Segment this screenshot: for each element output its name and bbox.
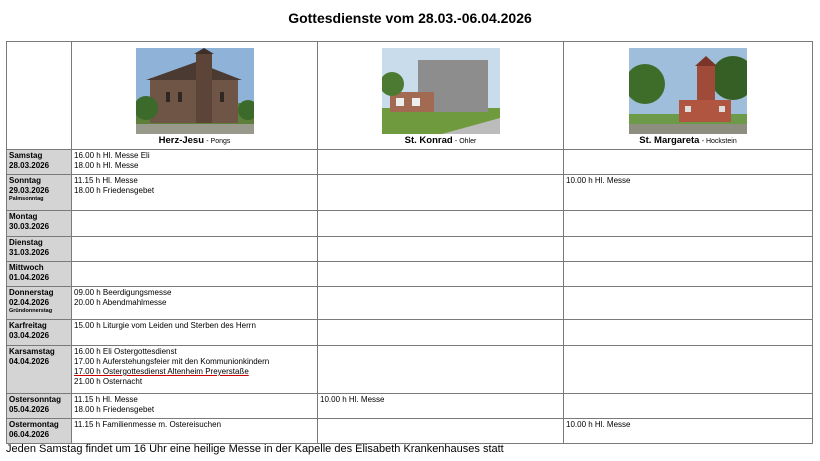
day-name: Ostermontag bbox=[9, 420, 59, 429]
st-konrad-church-photo bbox=[382, 48, 500, 134]
service-entry: 17.00 h Ostergottesdienst Altenheim Preyerstaße bbox=[74, 367, 249, 376]
day-date: 29.03.2026 bbox=[9, 186, 50, 195]
schedule-row bbox=[7, 175, 813, 211]
day-cell bbox=[7, 262, 72, 287]
service-entry: 09.00 h Beerdigungsmesse bbox=[74, 288, 172, 297]
day-cell bbox=[7, 175, 72, 211]
day-name: Karsamstag bbox=[9, 347, 55, 356]
service-entry: 16.00 h Eli Ostergottesdienst bbox=[74, 347, 177, 356]
service-entry: 18.00 h Friedensgebet bbox=[74, 186, 155, 195]
page-title: Gottesdienste vom 28.03.-06.04.2026 bbox=[288, 10, 532, 26]
schedule-row bbox=[7, 394, 813, 419]
church-name: Herz-Jesu bbox=[158, 135, 205, 146]
day-date: 04.04.2026 bbox=[9, 357, 50, 366]
service-cell bbox=[72, 320, 318, 346]
service-cell bbox=[318, 419, 564, 444]
service-cell bbox=[564, 419, 813, 444]
service-cell bbox=[564, 175, 813, 211]
day-date: 31.03.2026 bbox=[9, 248, 50, 257]
service-entry: 20.00 h Abendmahlmesse bbox=[74, 298, 167, 307]
service-entry: 10.00 h Hl. Messe bbox=[566, 176, 631, 185]
day-date: 01.04.2026 bbox=[9, 273, 50, 282]
schedule-row bbox=[7, 320, 813, 346]
service-cell bbox=[72, 346, 318, 394]
service-cell bbox=[72, 262, 318, 287]
day-name: Ostersonntag bbox=[9, 395, 62, 404]
day-name: Samstag bbox=[9, 151, 43, 160]
service-cell bbox=[564, 237, 813, 262]
service-cell bbox=[318, 175, 564, 211]
service-cell bbox=[318, 394, 564, 419]
service-cell bbox=[318, 346, 564, 394]
service-entry: 18.00 h Hl. Messe bbox=[74, 161, 139, 170]
day-feast: Gründonnerstag bbox=[9, 308, 53, 314]
day-date: 28.03.2026 bbox=[9, 161, 50, 170]
schedule-row bbox=[7, 287, 813, 320]
service-entry: 11.15 h Hl. Messe bbox=[74, 176, 138, 185]
service-cell bbox=[72, 419, 318, 444]
service-entry: 11.15 h Familienmesse m. Ostereisuchen bbox=[74, 420, 222, 429]
day-date: 05.04.2026 bbox=[9, 405, 50, 414]
service-cell bbox=[318, 287, 564, 320]
service-cell bbox=[564, 211, 813, 237]
service-cell bbox=[318, 320, 564, 346]
church-header-st-margareta bbox=[564, 42, 813, 150]
service-cell bbox=[564, 394, 813, 419]
church-name: St. Konrad bbox=[404, 135, 453, 146]
header-empty-cell bbox=[7, 42, 72, 150]
day-name: Sonntag bbox=[9, 176, 41, 185]
church-header-herz-jesu bbox=[72, 42, 318, 150]
service-cell bbox=[564, 320, 813, 346]
schedule-row bbox=[7, 346, 813, 394]
day-cell bbox=[7, 211, 72, 237]
day-date: 06.04.2026 bbox=[9, 430, 50, 439]
day-name: Donnerstag bbox=[9, 288, 54, 297]
schedule-row bbox=[7, 237, 813, 262]
service-entry: 15.00 h Liturgie vom Leiden und Sterben des Herrn bbox=[74, 321, 256, 330]
service-cell bbox=[72, 175, 318, 211]
service-cell bbox=[72, 237, 318, 262]
header-row bbox=[7, 42, 813, 150]
day-cell bbox=[7, 394, 72, 419]
service-cell bbox=[72, 287, 318, 320]
service-cell bbox=[72, 394, 318, 419]
service-cell bbox=[564, 287, 813, 320]
day-date: 03.04.2026 bbox=[9, 331, 50, 340]
service-cell bbox=[564, 346, 813, 394]
service-entry: 21.00 h Osternacht bbox=[74, 377, 143, 386]
day-cell bbox=[7, 150, 72, 175]
service-cell bbox=[72, 150, 318, 175]
schedule-row bbox=[7, 211, 813, 237]
church-location: - Ohler bbox=[454, 138, 477, 145]
day-cell bbox=[7, 320, 72, 346]
st-margareta-church-photo bbox=[629, 48, 747, 134]
schedule-row bbox=[7, 419, 813, 444]
day-name: Montag bbox=[9, 212, 38, 221]
day-name: Dienstag bbox=[9, 238, 43, 247]
day-cell bbox=[7, 419, 72, 444]
service-entry: 10.00 h Hl. Messe bbox=[566, 420, 631, 429]
footer-note: Jeden Samstag findet um 16 Uhr eine heilige Messe in der Kapelle des Elisabeth Krankenhauses statt bbox=[6, 443, 504, 455]
church-name: St. Margareta bbox=[639, 135, 700, 146]
service-cell bbox=[564, 262, 813, 287]
service-cell bbox=[72, 211, 318, 237]
day-cell bbox=[7, 287, 72, 320]
service-cell bbox=[318, 237, 564, 262]
service-entry: 10.00 h Hl. Messe bbox=[320, 395, 385, 404]
herz-jesu-church-photo bbox=[136, 48, 254, 134]
day-cell bbox=[7, 237, 72, 262]
service-entry: 17.00 h Auferstehungsfeier mit den Kommunionkindern bbox=[74, 357, 270, 366]
service-cell bbox=[318, 262, 564, 287]
day-name: Karfreitag bbox=[9, 321, 47, 330]
day-date: 30.03.2026 bbox=[9, 222, 50, 231]
service-entry: 16.00 h Hl. Messe Eli bbox=[74, 151, 150, 160]
day-feast: Palmsonntag bbox=[9, 196, 44, 202]
service-cell bbox=[318, 211, 564, 237]
day-name: Mittwoch bbox=[9, 263, 44, 272]
schedule-row bbox=[7, 150, 813, 175]
day-date: 02.04.2026 bbox=[9, 298, 50, 307]
service-cell bbox=[564, 150, 813, 175]
church-location: - Hockstein bbox=[701, 138, 737, 145]
church-location: - Pongs bbox=[206, 138, 231, 145]
schedule-table bbox=[6, 41, 813, 444]
schedule-row bbox=[7, 262, 813, 287]
service-cell bbox=[318, 150, 564, 175]
day-cell bbox=[7, 346, 72, 394]
service-entry: 11.15 h Hl. Messe bbox=[74, 395, 138, 404]
service-entry: 18.00 h Friedensgebet bbox=[74, 405, 155, 414]
church-header-st-konrad bbox=[318, 42, 564, 150]
